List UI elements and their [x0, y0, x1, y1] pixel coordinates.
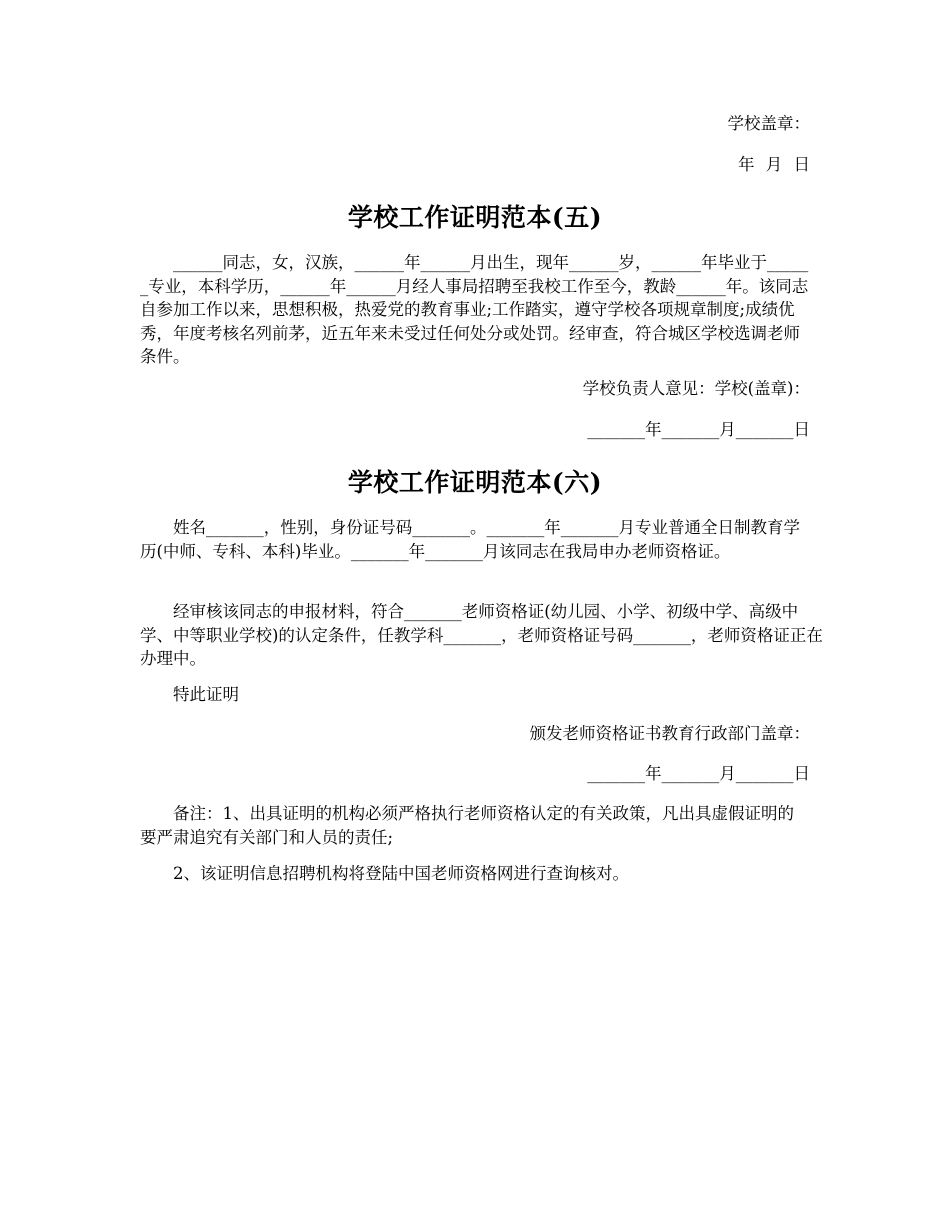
principal-opinion-label: 学校负责人意见：学校(盖章)： [582, 379, 810, 398]
issuer-seal-label: 颁发老师资格证书教育行政部门盖章： [529, 724, 810, 743]
section-five-body: ______同志，女，汉族，______年______月出生，现年______岁，______年毕业于______专业，本科学历，______年______月经人事局招聘至我校工作至今，教龄______年。该同志自参加工作以来，思想积极，热爱党的教育事业;工作踏实，遵守学校各项规章制度;成绩优秀，年度考核名列前茅，近五年来未受过任何处分或处罚。经审查，符合城区学校选调老师条件。 [140, 253, 809, 366]
date-line-top: 年 月 日 [738, 155, 810, 174]
section-six-title: 学校工作证明范本(六) [347, 468, 603, 497]
section-five-date-line: _______年_______月_______日 [587, 420, 810, 439]
school-seal-label: 学校盖章： [727, 114, 810, 133]
section-five-title: 学校工作证明范本(五) [347, 203, 603, 232]
note-two: 2、该证明信息招聘机构将登陆中国老师资格网进行查询核对。 [173, 864, 629, 883]
note-one: 备注：1、出具证明的机构必须严格执行老师资格认定的有关政策，凡出具虚假证明的要严肃追究有关部门和人员的责任; [140, 804, 794, 847]
section-six-paragraph-two: 经审核该同志的申报材料，符合_______老师资格证(幼儿园、小学、初级中学、高级中学、中等职业学校)的认定条件，任教学科_______，老师资格证号码_______，老师资格证正在办理中。 [140, 602, 823, 668]
section-six-date-line: _______年_______月_______日 [587, 764, 810, 783]
section-six-paragraph-one: 姓名_______，性别，身份证号码_______。_______年_______月专业普通全日制教育学历(中师、专科、本科)毕业。_______年_______月该同志在我局申办老师资格证。 [140, 518, 800, 561]
certify-text: 特此证明 [173, 685, 239, 704]
